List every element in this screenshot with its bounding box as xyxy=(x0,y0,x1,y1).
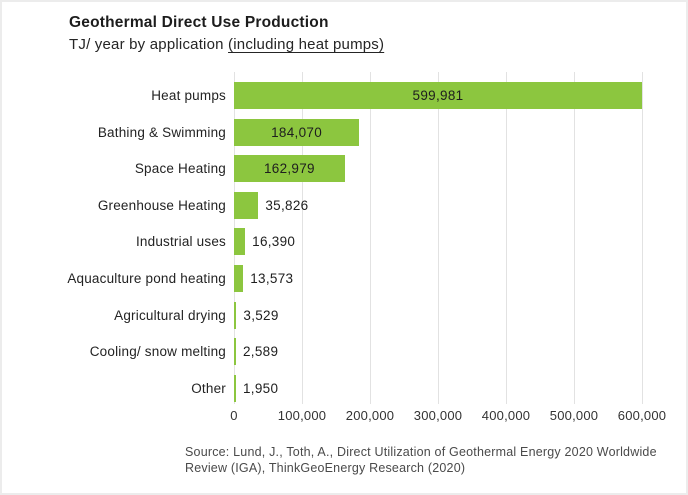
bar xyxy=(234,375,236,402)
category-label: Greenhouse Heating xyxy=(97,197,226,213)
x-tick-label: 0 xyxy=(230,408,238,423)
category-label: Bathing & Swimming xyxy=(97,124,226,140)
value-label: 3,529 xyxy=(243,307,279,323)
chart-title: Geothermal Direct Use Production xyxy=(69,14,329,31)
bar xyxy=(234,228,245,255)
value-label: 2,589 xyxy=(243,344,279,360)
x-tick-label: 100,000 xyxy=(277,408,327,423)
x-tick-label: 600,000 xyxy=(617,408,667,423)
gridline xyxy=(574,72,575,404)
category-label: Other xyxy=(191,380,226,396)
value-label: 13,573 xyxy=(250,271,294,286)
chart-subtitle-prefix: TJ/ year by application xyxy=(69,36,229,53)
category-label: Cooling/ snow melting xyxy=(89,344,226,360)
value-label: 184,070 xyxy=(271,124,323,140)
x-tick-label: 500,000 xyxy=(549,408,599,423)
bar xyxy=(234,82,642,109)
category-label: Space Heating xyxy=(134,161,226,177)
bar xyxy=(234,192,258,219)
x-tick-label: 300,000 xyxy=(413,408,463,423)
category-label: Industrial uses xyxy=(135,234,226,250)
bar-chart xyxy=(2,2,688,495)
value-label: 162,979 xyxy=(263,161,315,177)
gridline xyxy=(506,72,507,404)
bar xyxy=(234,119,359,146)
x-tick-label: 200,000 xyxy=(345,408,395,423)
category-label: Aquaculture pond heating xyxy=(67,271,226,286)
source-note xyxy=(185,444,665,476)
gridline xyxy=(370,72,371,404)
value-label: 1,950 xyxy=(243,380,279,396)
value-label: 599,981 xyxy=(412,88,464,103)
bar xyxy=(234,155,345,182)
x-tick-label: 400,000 xyxy=(481,408,531,423)
source-line-1: Source: Lund, J., Toth, A., Direct Utilization of Geothermal Energy 2020 Worldwide xyxy=(185,445,657,459)
bar xyxy=(234,265,243,292)
bar xyxy=(234,338,236,365)
bar xyxy=(234,302,236,329)
gridline xyxy=(438,72,439,404)
value-label: 35,826 xyxy=(265,197,309,213)
gridline xyxy=(642,72,643,404)
chart-subtitle-underlined: (including heat pumps) xyxy=(228,36,385,53)
source-line-2: Review (IGA), ThinkGeoEnergy Research (2020) xyxy=(185,461,466,475)
value-label: 16,390 xyxy=(252,234,296,250)
category-label: Heat pumps xyxy=(151,88,226,103)
category-label: Agricultural drying xyxy=(114,307,226,323)
